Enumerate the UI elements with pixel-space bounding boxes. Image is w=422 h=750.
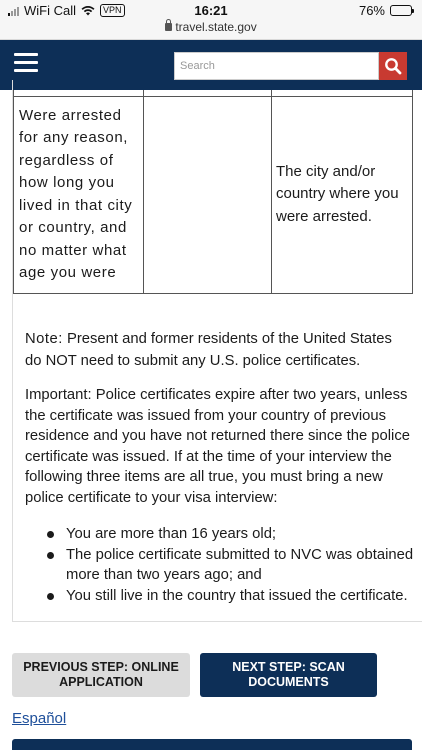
menu-button[interactable] [14, 53, 38, 75]
lock-icon [165, 23, 172, 31]
important-paragraph: Important: Police certificates expire after two years, unless the certificate was issued from your country of previous residence and you have not returned there since the police certificate was issued. If at the time of your interview the following three items are all true, you must bring a new police certificate to your visa interview: [25, 387, 410, 506]
table-row [14, 96, 413, 293]
list-item: The police certificate submitted to NVC was obtained more than two years ago; and [25, 545, 415, 586]
main-content [0, 90, 422, 750]
carrier-label: WiFi Call [24, 3, 76, 18]
next-step-button[interactable]: NEXT STEP: SCAN DOCUMENTS [200, 653, 377, 697]
battery-icon [390, 5, 412, 16]
status-right [359, 3, 412, 18]
battery-percent: 76% [358, 3, 385, 18]
search-icon [384, 57, 402, 75]
menu-bar [14, 61, 38, 64]
address-bar[interactable] [0, 20, 422, 34]
condition-cell: Were arrested for any reason, regardless of how long you lived in that city or country, and no matter what age you were [14, 96, 144, 293]
vpn-badge: VPN [100, 4, 125, 17]
search-input[interactable] [174, 52, 379, 80]
location-cell: The city and/or country where you were arrested. [272, 96, 413, 293]
list-item: You are more than 16 years old; [25, 524, 415, 545]
browser-status-bar [0, 0, 422, 40]
clock: 16:21 [194, 3, 228, 18]
menu-bar [14, 53, 38, 56]
note-text: Present and former residents of the United States do NOT need to submit any U.S. police certificates. [25, 331, 392, 369]
conditions-list [25, 524, 415, 606]
menu-bar [14, 69, 38, 72]
previous-step-button[interactable]: PREVIOUS STEP: ONLINE APPLICATION [12, 653, 190, 697]
espanol-link[interactable]: Español [12, 710, 67, 727]
requirement-cell [144, 96, 272, 293]
search-button[interactable] [379, 52, 407, 80]
requirements-table [13, 90, 413, 294]
note-paragraph [25, 328, 411, 372]
list-item: You still live in the country that issued the certificate. [25, 586, 415, 607]
url-text: travel.state.gov [175, 20, 257, 34]
footer-bar [12, 739, 412, 750]
note-label: Note: [25, 331, 63, 347]
